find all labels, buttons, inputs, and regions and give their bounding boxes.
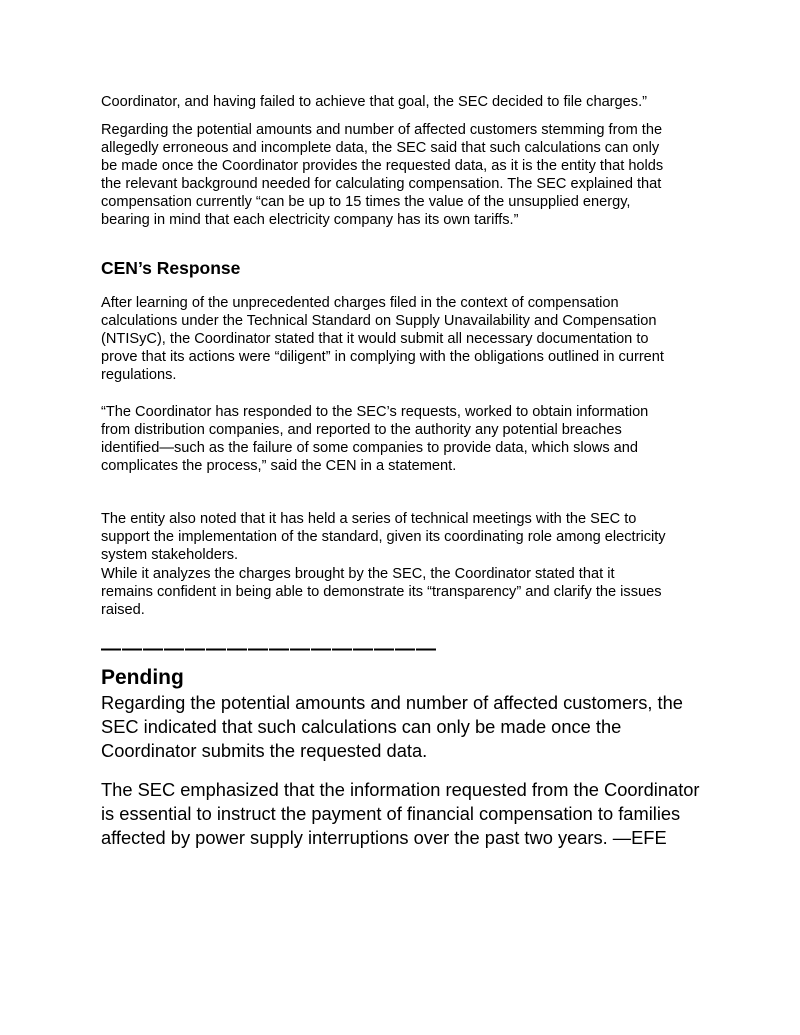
text-line: remains confident in being able to demonstrate its “transparency” and clarify the issues — [101, 584, 662, 600]
text-line: “The Coordinator has responded to the SEC’s requests, worked to obtain information — [101, 404, 649, 420]
text-line: complicates the process,” said the CEN in a statement. — [101, 458, 457, 474]
paragraph — [101, 294, 741, 384]
text-line: The SEC emphasized that the information requested from the Coordinator — [101, 779, 700, 800]
text-line: Coordinator submits the requested data. — [101, 740, 428, 761]
text-line: is essential to instruct the payment of financial compensation to families — [101, 803, 681, 824]
text-line: compensation currently “can be up to 15 times the value of the unsupplied energy, — [101, 194, 631, 210]
paragraph — [101, 691, 741, 763]
text-line: Coordinator, and having failed to achieve that goal, the SEC decided to file charges.” — [101, 94, 647, 110]
text-line: identified—such as the failure of some companies to provide data, which slows and — [101, 440, 639, 456]
text-line: allegedly erroneous and incomplete data, the SEC said that such calculations can only — [101, 140, 660, 156]
text-line: the relevant background needed for calculating compensation. The SEC explained that — [101, 176, 662, 192]
paragraph — [101, 565, 741, 619]
text-line: prove that its actions were “diligent” in complying with the obligations outlined in current — [101, 349, 664, 365]
paragraph — [101, 93, 741, 111]
text-line: Regarding the potential amounts and number of affected customers stemming from the — [101, 122, 663, 138]
text-line: system stakeholders. — [101, 547, 239, 563]
text-line: affected by power supply interruptions over the past two years. —EFE — [101, 827, 667, 848]
text-line: raised. — [101, 602, 145, 618]
text-line: be made once the Coordinator provides the requested data, as it is the entity that holds — [101, 158, 664, 174]
text-line: After learning of the unprecedented charges filed in the context of compensation — [101, 295, 619, 311]
paragraph — [101, 778, 741, 850]
text-line: The entity also noted that it has held a series of technical meetings with the SEC to — [101, 511, 637, 527]
section-heading: Pending — [101, 666, 184, 689]
paragraph — [101, 121, 741, 229]
text-line: (NTISyC), the Coordinator stated that it would submit all necessary documentation to — [101, 331, 649, 347]
paragraph — [101, 403, 741, 475]
text-line: SEC indicated that such calculations can only be made once the — [101, 716, 622, 737]
paragraph — [101, 510, 741, 564]
text-line: regulations. — [101, 367, 177, 383]
text-line: from distribution companies, and reported to the authority any potential breaches — [101, 422, 622, 438]
divider: ———————————————— — [101, 638, 437, 660]
text-line: bearing in mind that each electricity company has its own tariffs.” — [101, 212, 519, 228]
text-line: While it analyzes the charges brought by the SEC, the Coordinator stated that it — [101, 566, 615, 582]
section-heading: CEN’s Response — [101, 258, 241, 278]
text-line: calculations under the Technical Standard on Supply Unavailability and Compensation — [101, 313, 657, 329]
text-line: Regarding the potential amounts and number of affected customers, the — [101, 692, 683, 713]
text-line: support the implementation of the standard, given its coordinating role among electricity — [101, 529, 666, 545]
